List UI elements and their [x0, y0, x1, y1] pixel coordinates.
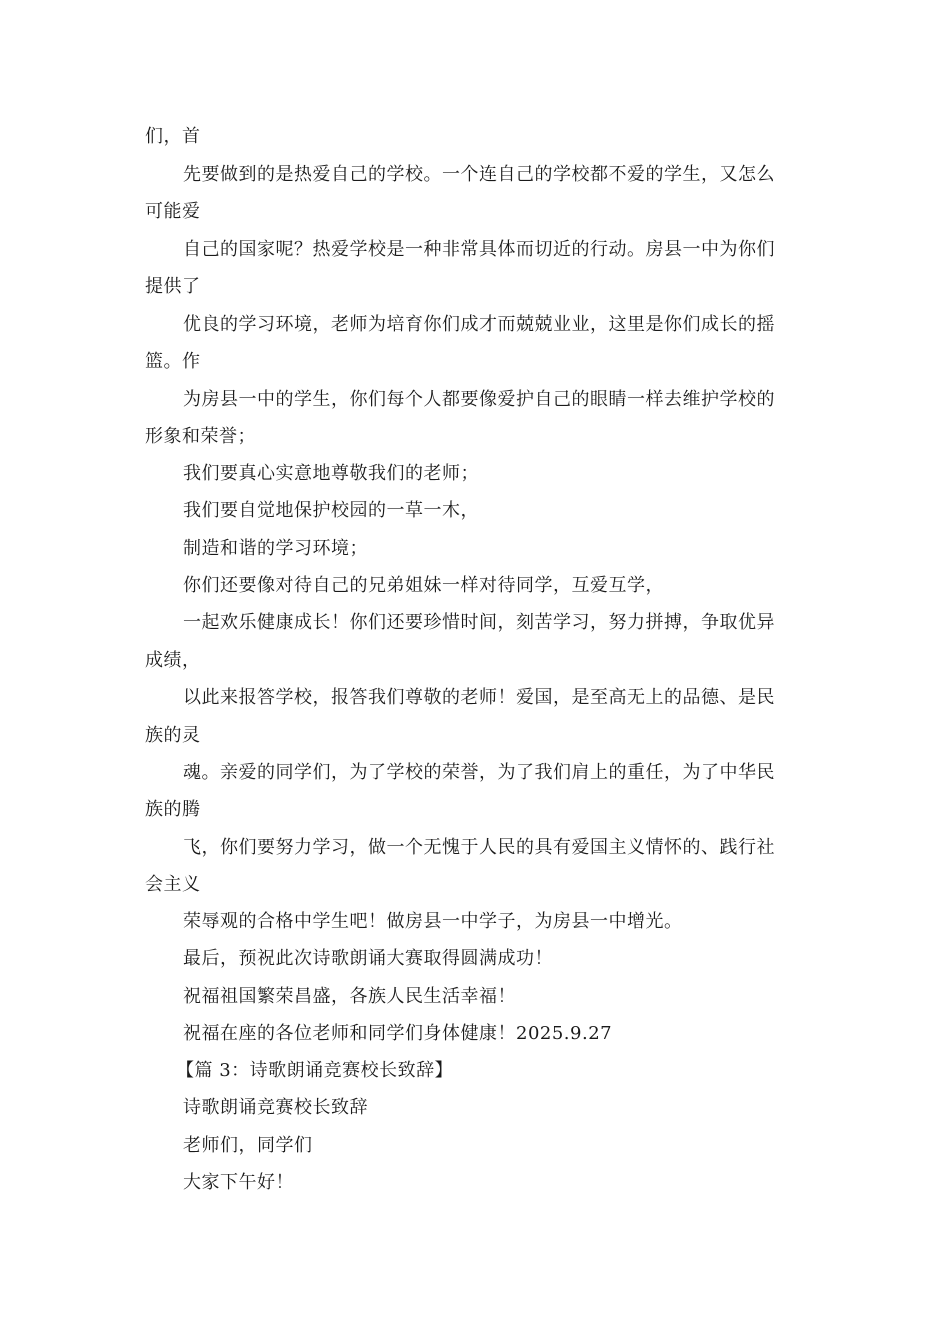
section-heading: 【篇 3：诗歌朗诵竞赛校长致辞】 [176, 1060, 454, 1081]
text-line: 形象和荣誉； [145, 426, 256, 447]
text-line: 老师们，同学们 [183, 1135, 313, 1156]
text-line: 族的腾 [145, 799, 201, 820]
text-line: 可能爱 [145, 201, 201, 222]
text-line: 制造和谐的学习环境； [183, 538, 368, 559]
text-line: 大家下午好！ [183, 1172, 294, 1193]
text-line: 篮。作 [145, 351, 201, 372]
text-line: 飞，你们要努力学习，做一个无愧于人民的具有爱国主义情怀的、践行社 [183, 837, 775, 858]
text-line: 我们要自觉地保护校园的一草一木， [183, 500, 479, 521]
text-line: 族的灵 [145, 725, 201, 746]
text-line: 一起欢乐健康成长！你们还要珍惜时间，刻苦学习，努力拼搏，争取优异 [183, 612, 775, 633]
text-line: 以此来报答学校，报答我们尊敬的老师！爱国，是至高无上的品德、是民 [183, 687, 775, 708]
text-line: 魂。亲爱的同学们，为了学校的荣誉，为了我们肩上的重任，为了中华民 [183, 762, 775, 783]
text-line: 最后，预祝此次诗歌朗诵大赛取得圆满成功！ [183, 948, 553, 969]
text-line: 你们还要像对待自己的兄弟姐妹一样对待同学，互爱互学， [183, 575, 664, 596]
text-line: 会主义 [145, 874, 201, 895]
text-line: 祝福在座的各位老师和同学们身体健康！2025.9.27 [183, 1023, 613, 1044]
text-line: 为房县一中的学生，你们每个人都要像爱护自己的眼睛一样去维护学校的 [183, 389, 775, 410]
text-line: 我们要真心实意地尊敬我们的老师； [183, 463, 479, 484]
text-line: 们，首 [145, 126, 201, 147]
text-line: 祝福祖国繁荣昌盛，各族人民生活幸福！ [183, 986, 516, 1007]
text-line: 荣辱观的合格中学生吧！做房县一中学子，为房县一中增光。 [183, 911, 683, 932]
text-line: 诗歌朗诵竞赛校长致辞 [183, 1097, 368, 1118]
text-line: 提供了 [145, 276, 201, 297]
text-line: 先要做到的是热爱自己的学校。一个连自己的学校都不爱的学生，又怎么 [183, 164, 775, 185]
text-line: 成绩， [145, 650, 201, 671]
text-line: 自己的国家呢？热爱学校是一种非常具体而切近的行动。房县一中为你们 [183, 239, 775, 260]
text-line: 优良的学习环境，老师为培育你们成才而兢兢业业，这里是你们成长的摇 [183, 314, 775, 335]
